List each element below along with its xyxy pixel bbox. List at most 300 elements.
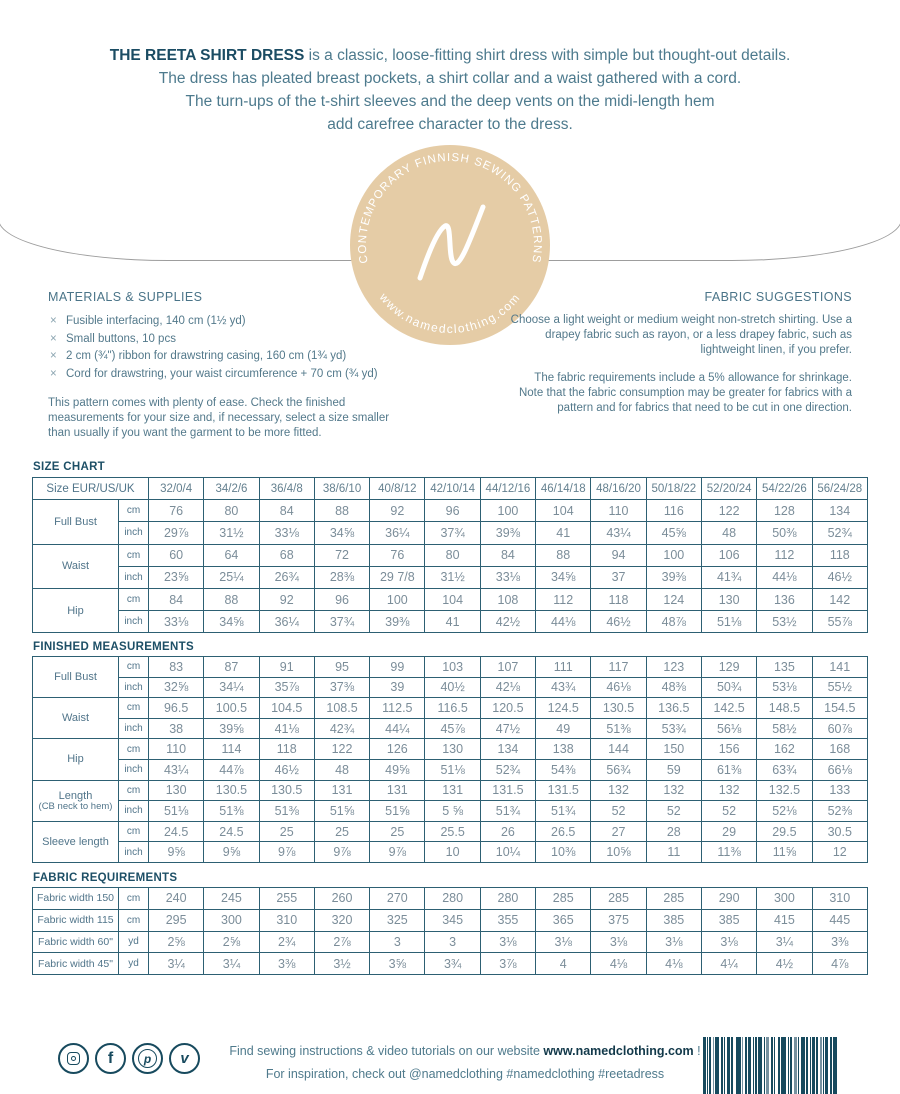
value-cell: 130	[425, 739, 480, 760]
value-cell: 91	[259, 657, 314, 678]
value-cell: 134	[812, 500, 867, 522]
value-cell: 43¼	[149, 759, 204, 780]
barcode-bar	[727, 1037, 730, 1094]
value-cell: 60	[149, 544, 204, 566]
row-label: Fabric width 45"	[33, 953, 119, 975]
barcode-bar	[820, 1037, 822, 1094]
value-cell: 46⅛	[591, 677, 646, 698]
value-cell: 122	[701, 500, 756, 522]
row-label: Sleeve length	[33, 821, 119, 862]
value-cell: 51⅛	[701, 611, 756, 633]
value-cell: 37¾	[425, 522, 480, 544]
value-cell: 124.5	[536, 698, 591, 719]
instagram-icon[interactable]	[58, 1043, 89, 1074]
value-cell: 100	[370, 588, 425, 610]
value-cell: 33⅛	[259, 522, 314, 544]
value-cell: 25	[259, 821, 314, 842]
unit-cell: inch	[119, 677, 149, 698]
material-item: × 2 cm (¾") ribbon for drawstring casing, 160 cm (1¾ yd)	[48, 348, 458, 366]
value-cell: 25¼	[204, 566, 259, 588]
instagram-camera-shape	[67, 1052, 80, 1065]
value-cell: 58½	[757, 718, 812, 739]
size-header-label: Size EUR/US/UK	[33, 478, 149, 500]
barcode-bar	[742, 1037, 743, 1094]
value-cell: 131.5	[536, 780, 591, 801]
value-cell: 3¼	[204, 953, 259, 975]
value-cell: 92	[259, 588, 314, 610]
value-cell: 26.5	[536, 821, 591, 842]
value-cell: 56¾	[591, 759, 646, 780]
unit-cell: inch	[119, 759, 149, 780]
value-cell: 47½	[480, 718, 535, 739]
value-cell: 32⅝	[149, 677, 204, 698]
value-cell: 120.5	[480, 698, 535, 719]
value-cell: 106	[701, 544, 756, 566]
value-cell: 9⅝	[204, 842, 259, 863]
size-header-cell: 46/14/18	[536, 478, 591, 500]
fabric-suggestions-section	[507, 290, 852, 416]
value-cell: 112.5	[370, 698, 425, 719]
value-cell: 9⅝	[149, 842, 204, 863]
barcode-bar	[810, 1037, 811, 1094]
value-cell: 118	[591, 588, 646, 610]
value-cell: 53⅛	[757, 677, 812, 698]
pinterest-p-ring: p	[138, 1049, 157, 1068]
value-cell: 136.5	[646, 698, 701, 719]
value-cell: 51⅝	[370, 801, 425, 822]
fabric-suggestions-heading: FABRIC SUGGESTIONS	[704, 290, 852, 304]
barcode-bar	[825, 1037, 828, 1094]
size-header-cell: 36/4/8	[259, 478, 314, 500]
value-cell: 4¼	[701, 953, 756, 975]
value-cell: 34⅝	[204, 611, 259, 633]
value-cell: 285	[536, 888, 591, 910]
value-cell: 51¾	[536, 801, 591, 822]
barcode-bar	[781, 1037, 786, 1094]
value-cell: 117	[591, 657, 646, 678]
size-header-cell: 54/22/26	[757, 478, 812, 500]
value-cell: 3⅛	[701, 931, 756, 953]
value-cell: 25.5	[425, 821, 480, 842]
value-cell: 29.5	[757, 821, 812, 842]
value-cell: 96	[425, 500, 480, 522]
value-cell: 88	[536, 544, 591, 566]
value-cell: 3⅜	[812, 931, 867, 953]
barcode-bar	[766, 1037, 769, 1094]
material-item: × Fusible interfacing, 140 cm (1½ yd)	[48, 313, 458, 331]
value-cell: 29	[701, 821, 756, 842]
value-cell: 124	[646, 588, 701, 610]
value-cell: 116	[646, 500, 701, 522]
value-cell: 61⅜	[701, 759, 756, 780]
row-label: Full Bust	[33, 657, 119, 698]
barcode-bar	[736, 1037, 741, 1094]
barcode-bar	[798, 1037, 799, 1094]
barcode-bar	[788, 1037, 789, 1094]
barcode-bar	[823, 1037, 824, 1094]
value-cell: 99	[370, 657, 425, 678]
value-cell: 29 7/8	[370, 566, 425, 588]
value-cell: 50⅜	[757, 522, 812, 544]
size-header-cell: 42/10/14	[425, 478, 480, 500]
value-cell: 92	[370, 500, 425, 522]
value-cell: 84	[259, 500, 314, 522]
unit-cell: cm	[119, 544, 149, 566]
value-cell: 34⅝	[314, 522, 369, 544]
value-cell: 44⅛	[757, 566, 812, 588]
value-cell: 43¼	[591, 522, 646, 544]
unit-cell: cm	[119, 588, 149, 610]
value-cell: 9⅞	[314, 842, 369, 863]
value-cell: 46½	[259, 759, 314, 780]
value-cell: 355	[480, 909, 535, 931]
value-cell: 3⅛	[480, 931, 535, 953]
unit-cell: cm	[119, 657, 149, 678]
value-cell: 33⅛	[480, 566, 535, 588]
value-cell: 3¾	[425, 953, 480, 975]
value-cell: 48	[701, 522, 756, 544]
value-cell: 100.5	[204, 698, 259, 719]
value-cell: 3½	[314, 953, 369, 975]
value-cell: 68	[259, 544, 314, 566]
row-label: Waist	[33, 698, 119, 739]
size-header-cell: 40/8/12	[370, 478, 425, 500]
value-cell: 53½	[757, 611, 812, 633]
vimeo-icon[interactable]: v	[169, 1043, 200, 1074]
value-cell: 46½	[591, 611, 646, 633]
value-cell: 10¼	[480, 842, 535, 863]
value-cell: 95	[314, 657, 369, 678]
barcode-bar	[806, 1037, 808, 1094]
value-cell: 10⅝	[591, 842, 646, 863]
unit-cell: cm	[119, 739, 149, 760]
value-cell: 52¾	[812, 522, 867, 544]
value-cell: 37¾	[314, 611, 369, 633]
value-cell: 138	[536, 739, 591, 760]
value-cell: 66⅛	[812, 759, 867, 780]
value-cell: 36¼	[259, 611, 314, 633]
value-cell: 130	[701, 588, 756, 610]
value-cell: 4⅛	[591, 953, 646, 975]
value-cell: 3¼	[149, 953, 204, 975]
barcode-bar	[774, 1037, 775, 1094]
finished-measurements-heading: FINISHED MEASUREMENTS	[33, 641, 194, 653]
value-cell: 240	[149, 888, 204, 910]
value-cell: 131	[370, 780, 425, 801]
value-cell: 10⅜	[536, 842, 591, 863]
value-cell: 114	[204, 739, 259, 760]
row-label: Hip	[33, 739, 119, 780]
intro-line-4: add carefree character to the dress.	[327, 116, 573, 133]
x-bullet-icon: ×	[50, 332, 57, 345]
value-cell: 41⅛	[259, 718, 314, 739]
intro-line-1: THE REETA SHIRT DRESS is a classic, loose-fitting shirt dress with simple but thought-out details.	[109, 47, 791, 64]
value-cell: 9⅞	[259, 842, 314, 863]
value-cell: 39⅜	[370, 611, 425, 633]
value-cell: 100	[646, 544, 701, 566]
value-cell: 415	[757, 909, 812, 931]
barcode-bar	[709, 1037, 711, 1094]
value-cell: 24.5	[149, 821, 204, 842]
value-cell: 150	[646, 739, 701, 760]
value-cell: 107	[480, 657, 535, 678]
value-cell: 144	[591, 739, 646, 760]
value-cell: 31½	[204, 522, 259, 544]
pinterest-icon[interactable]	[132, 1043, 163, 1074]
value-cell: 131.5	[480, 780, 535, 801]
value-cell: 133	[812, 780, 867, 801]
value-cell: 4½	[757, 953, 812, 975]
value-cell: 130.5	[591, 698, 646, 719]
value-cell: 30.5	[812, 821, 867, 842]
stamp-arc-bottom-text: www.namedclothing.com	[376, 290, 524, 337]
value-cell: 4	[536, 953, 591, 975]
footer-text	[185, 1040, 745, 1086]
value-cell: 130.5	[204, 780, 259, 801]
barcode-bar	[721, 1037, 723, 1094]
social-icons	[58, 1043, 200, 1074]
value-cell: 52	[701, 801, 756, 822]
value-cell: 104.5	[259, 698, 314, 719]
barcode-bar	[764, 1037, 765, 1094]
value-cell: 126	[370, 739, 425, 760]
ease-note: This pattern comes with plenty of ease. Check the finished measurements for your size and, if necessary, select a size smaller than usually if you want the garment to be more fitted.	[48, 397, 390, 439]
facebook-icon[interactable]: f	[95, 1043, 126, 1074]
value-cell: 104	[536, 500, 591, 522]
value-cell: 365	[536, 909, 591, 931]
value-cell: 2⅝	[149, 931, 204, 953]
value-cell: 31½	[425, 566, 480, 588]
website-url[interactable]: www.namedclothing.com	[543, 1044, 694, 1058]
value-cell: 135	[757, 657, 812, 678]
value-cell: 48⅜	[646, 677, 701, 698]
value-cell: 42¾	[314, 718, 369, 739]
value-cell: 40½	[425, 677, 480, 698]
fabric-requirements-table	[32, 887, 868, 975]
value-cell: 63¾	[757, 759, 812, 780]
value-cell: 52¾	[480, 759, 535, 780]
value-cell: 285	[591, 888, 646, 910]
value-cell: 285	[646, 888, 701, 910]
value-cell: 103	[425, 657, 480, 678]
value-cell: 88	[204, 588, 259, 610]
value-cell: 132	[591, 780, 646, 801]
x-bullet-icon: ×	[50, 367, 57, 380]
size-header-cell: 56/24/28	[812, 478, 867, 500]
x-bullet-icon: ×	[50, 350, 57, 362]
value-cell: 10	[425, 842, 480, 863]
value-cell: 280	[425, 888, 480, 910]
size-header-cell: 38/6/10	[314, 478, 369, 500]
value-cell: 51⅜	[591, 718, 646, 739]
value-cell: 300	[757, 888, 812, 910]
value-cell: 51¾	[480, 801, 535, 822]
value-cell: 2⅞	[314, 931, 369, 953]
unit-cell: inch	[119, 718, 149, 739]
value-cell: 52	[591, 801, 646, 822]
barcode-bar	[715, 1037, 719, 1094]
unit-cell: inch	[119, 611, 149, 633]
size-header-cell: 52/20/24	[701, 478, 756, 500]
x-bullet-icon: ×	[50, 315, 57, 327]
value-cell: 51⅛	[149, 801, 204, 822]
value-cell: 80	[425, 544, 480, 566]
value-cell: 43¾	[536, 677, 591, 698]
barcode	[703, 1037, 855, 1094]
value-cell: 33⅛	[149, 611, 204, 633]
unit-cell: yd	[119, 931, 149, 953]
fabric-suggestions-para2: The fabric requirements include a 5% allowance for shrinkage. Note that the fabric consumption may be greater for fabrics with a pattern and for fabrics that need to be cut in one direction.	[518, 372, 852, 414]
value-cell: 156	[701, 739, 756, 760]
row-label: Fabric width 150	[33, 888, 119, 910]
value-cell: 130.5	[259, 780, 314, 801]
value-cell: 41	[425, 611, 480, 633]
size-chart-heading: SIZE CHART	[33, 461, 105, 473]
value-cell: 270	[370, 888, 425, 910]
value-cell: 385	[701, 909, 756, 931]
barcode-bar	[731, 1037, 733, 1094]
value-cell: 142	[812, 588, 867, 610]
value-cell: 46½	[812, 566, 867, 588]
barcode-bar	[812, 1037, 815, 1094]
value-cell: 39⅜	[646, 566, 701, 588]
row-label: Length (CB neck to hem)	[33, 780, 119, 821]
value-cell: 44⅛	[536, 611, 591, 633]
size-header-cell: 34/2/6	[204, 478, 259, 500]
value-cell: 49	[536, 718, 591, 739]
value-cell: 3⅛	[536, 931, 591, 953]
unit-cell: cm	[119, 500, 149, 522]
row-label: Fabric width 115	[33, 909, 119, 931]
unit-cell: yd	[119, 953, 149, 975]
size-header-cell: 48/16/20	[591, 478, 646, 500]
value-cell: 3⅞	[480, 953, 535, 975]
value-cell: 3¼	[757, 931, 812, 953]
value-cell: 142.5	[701, 698, 756, 719]
value-cell: 84	[480, 544, 535, 566]
barcode-bar	[758, 1037, 762, 1094]
barcode-bar	[830, 1037, 832, 1094]
value-cell: 26	[480, 821, 535, 842]
row-label: Hip	[33, 588, 119, 632]
value-cell: 59	[646, 759, 701, 780]
barcode-bar	[794, 1037, 797, 1094]
value-cell: 51⅜	[259, 801, 314, 822]
value-cell: 3⅛	[591, 931, 646, 953]
row-label: Waist	[33, 544, 119, 588]
value-cell: 44¼	[370, 718, 425, 739]
value-cell: 36¼	[370, 522, 425, 544]
instagram-lens-dot	[71, 1056, 76, 1061]
row-label: Full Bust	[33, 500, 119, 544]
value-cell: 45⅝	[646, 522, 701, 544]
value-cell: 42⅛	[480, 677, 535, 698]
barcode-bar	[753, 1037, 754, 1094]
value-cell: 34⅝	[536, 566, 591, 588]
value-cell: 245	[204, 888, 259, 910]
fabric-requirements-heading: FABRIC REQUIREMENTS	[33, 872, 178, 884]
value-cell: 325	[370, 909, 425, 931]
barcode-bar	[707, 1037, 708, 1094]
value-cell: 42½	[480, 611, 535, 633]
value-cell: 94	[591, 544, 646, 566]
value-cell: 116.5	[425, 698, 480, 719]
footer-line-1: Find sewing instructions & video tutorials on our website www.namedclothing.com !	[229, 1044, 701, 1058]
barcode-bar	[801, 1037, 805, 1094]
value-cell: 28⅜	[314, 566, 369, 588]
value-cell: 60⅞	[812, 718, 867, 739]
dress-title: THE REETA SHIRT DRESS	[109, 47, 305, 64]
value-cell: 118	[812, 544, 867, 566]
value-cell: 310	[259, 909, 314, 931]
value-cell: 87	[204, 657, 259, 678]
value-cell: 45⅞	[425, 718, 480, 739]
barcode-bar	[816, 1037, 818, 1094]
barcode-bar	[833, 1037, 837, 1094]
value-cell: 162	[757, 739, 812, 760]
material-item: × Small buttons, 10 pcs	[48, 331, 458, 349]
value-cell: 168	[812, 739, 867, 760]
value-cell: 41¾	[701, 566, 756, 588]
value-cell: 52	[646, 801, 701, 822]
barcode-bar	[748, 1037, 751, 1094]
value-cell: 50¾	[701, 677, 756, 698]
value-cell: 108	[480, 588, 535, 610]
value-cell: 83	[149, 657, 204, 678]
value-cell: 3⅛	[646, 931, 701, 953]
value-cell: 51⅝	[314, 801, 369, 822]
intro-line-2: The dress has pleated breast pockets, a shirt collar and a waist gathered with a cord.	[158, 70, 742, 87]
value-cell: 64	[204, 544, 259, 566]
value-cell: 80	[204, 500, 259, 522]
size-chart-table	[32, 477, 868, 633]
stamp-arc-top-text: CONTEMPORARY FINNISH SEWING PATTERNS	[356, 151, 544, 265]
materials-heading: MATERIALS & SUPPLIES	[48, 290, 203, 304]
unit-cell: inch	[119, 522, 149, 544]
value-cell: 320	[314, 909, 369, 931]
size-header-cell: 50/18/22	[646, 478, 701, 500]
material-item: × Cord for drawstring, your waist circumference + 70 cm (¾ yd)	[48, 366, 458, 384]
value-cell: 84	[149, 588, 204, 610]
unit-cell: inch	[119, 842, 149, 863]
value-cell: 53¾	[646, 718, 701, 739]
value-cell: 132	[701, 780, 756, 801]
value-cell: 112	[536, 588, 591, 610]
unit-cell: inch	[119, 566, 149, 588]
unit-cell: inch	[119, 801, 149, 822]
value-cell: 132.5	[757, 780, 812, 801]
value-cell: 3	[370, 931, 425, 953]
value-cell: 123	[646, 657, 701, 678]
footer-line-2: For inspiration, check out @namedclothing #namedclothing #reetadress	[265, 1067, 665, 1081]
value-cell: 27	[591, 821, 646, 842]
value-cell: 3⅜	[259, 953, 314, 975]
value-cell: 5 ⅝	[425, 801, 480, 822]
value-cell: 37⅜	[314, 677, 369, 698]
value-cell: 445	[812, 909, 867, 931]
value-cell: 130	[149, 780, 204, 801]
unit-cell: cm	[119, 698, 149, 719]
barcode-bar	[703, 1037, 706, 1094]
value-cell: 9⅞	[370, 842, 425, 863]
value-cell: 310	[812, 888, 867, 910]
value-cell: 72	[314, 544, 369, 566]
value-cell: 55⅞	[812, 611, 867, 633]
value-cell: 122	[314, 739, 369, 760]
value-cell: 280	[480, 888, 535, 910]
value-cell: 25	[370, 821, 425, 842]
value-cell: 300	[204, 909, 259, 931]
